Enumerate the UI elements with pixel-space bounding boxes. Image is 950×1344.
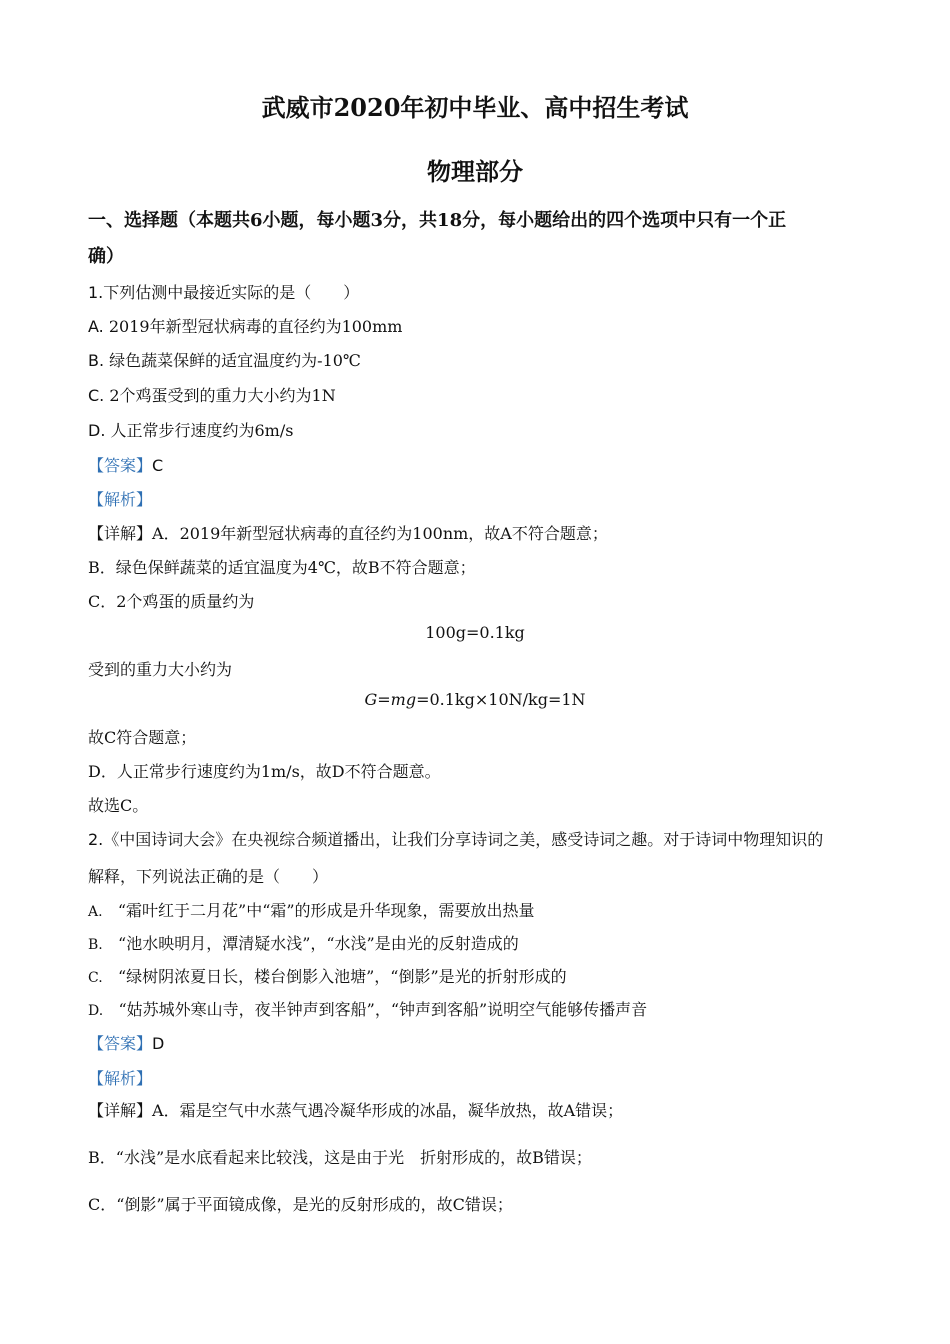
option-letter: D. [88,1003,104,1019]
answer-value: D [152,1034,165,1053]
option-text: 人正常步行速度约为6m/s [110,421,294,440]
option-letter: A. [88,904,103,920]
option-letter: A. [88,317,104,336]
symbol-g: G [364,690,378,709]
detail-line: 故选C。 [88,796,149,815]
detail-tag: 【详解】 [88,1101,153,1120]
detail-tag: 【详解】 [88,524,153,543]
equals-sign: = [377,690,391,709]
exam-title: 武威市2020年初中毕业、高中招生考试 [261,93,689,122]
question-number: 1. [88,283,104,302]
section-heading-cont: 确） [88,246,124,267]
formula-mass: 100g=0.1kg [425,623,525,642]
detail-line: B．绿色保鲜蔬菜的适宜温度为4℃，故B不符合题意； [88,558,476,577]
analysis-line [88,1066,152,1089]
option-d [88,997,647,1020]
option-b [88,348,361,371]
question-1 [88,280,359,303]
answer-value: C [152,456,164,475]
detail-line: D．人正常步行速度约为1m/s，故D不符合题意。 [88,762,441,781]
option-text: “霜叶红于二月花”中“霜”的形成是升华现象，需要放出热量 [117,901,535,920]
option-text: “姑苏城外寒山寺，夜半钟声到客船”，“钟声到客船”说明空气能够传播声音 [118,1000,648,1019]
option-text: “绿树阴浓夏日长，楼台倒影入池塘”，“倒影”是光的折射形成的 [117,967,567,986]
detail-line: B．“水浅”是水底看起来比较浅，这是由于光 折射形成的，故B错误； [88,1148,592,1167]
question-stem-cont: 解释，下列说法正确的是（ ） [88,867,329,886]
detail-line: C．2个鸡蛋的质量约为 [88,592,255,611]
section-heading: 一、选择题（本题共6小题，每小题3分，共18分，每小题给出的四个选项中只有一个正 [88,210,787,231]
option-text: 2019年新型冠状病毒的直径约为100mm [108,317,403,336]
detail-text: A．霜是空气中水蒸气遇冷凝华形成的冰晶，凝华放热，故A错误； [152,1101,624,1120]
formula-rest: =0.1kg×10N/kg=1N [416,690,586,709]
analysis-tag: 【解析】 [88,1069,153,1088]
detail-line [88,1098,623,1121]
detail-text: A．2019年新型冠状病毒的直径约为100nm，故A不符合题意； [152,524,608,543]
answer-tag: 【答案】 [88,1034,153,1053]
formula-gravity [0,690,950,709]
symbol-mg: mg [390,690,417,709]
option-b [88,931,519,954]
answer-line [88,1031,164,1054]
question-number: 2. [88,830,104,849]
option-letter: B. [88,351,105,370]
analysis-line [88,487,152,510]
option-d [88,418,293,441]
option-text: 绿色蔬菜保鲜的适宜温度约为-10℃ [109,351,361,370]
analysis-tag: 【解析】 [88,490,153,509]
detail-line: 故C符合题意； [88,728,197,747]
option-letter: B. [88,937,103,953]
question-stem: 下列估测中最接近实际的是（ ） [103,283,360,302]
option-a [88,314,402,337]
option-text: 2个鸡蛋受到的重力大小约为1N [109,386,336,405]
option-letter: C. [88,386,105,405]
option-letter: D. [88,421,106,440]
option-c [88,383,336,406]
option-text: “池水映明月，潭清疑水浅”，“水浅”是由光的反射造成的 [118,934,519,953]
answer-tag: 【答案】 [88,456,153,475]
option-c [88,964,567,987]
question-stem: 《中国诗词大会》在央视综合频道播出，让我们分享诗词之美，感受诗词之趣。对于诗词中物理知识的 [103,830,824,849]
detail-line: C．“倒影”属于平面镜成像，是光的反射形成的，故C错误； [88,1195,513,1214]
answer-line [88,453,163,476]
question-2 [88,827,823,850]
detail-line: 受到的重力大小约为 [88,660,233,679]
option-letter: C. [88,970,103,986]
option-a [88,898,535,921]
exam-subtitle: 物理部分 [427,157,523,186]
detail-line [88,521,608,544]
